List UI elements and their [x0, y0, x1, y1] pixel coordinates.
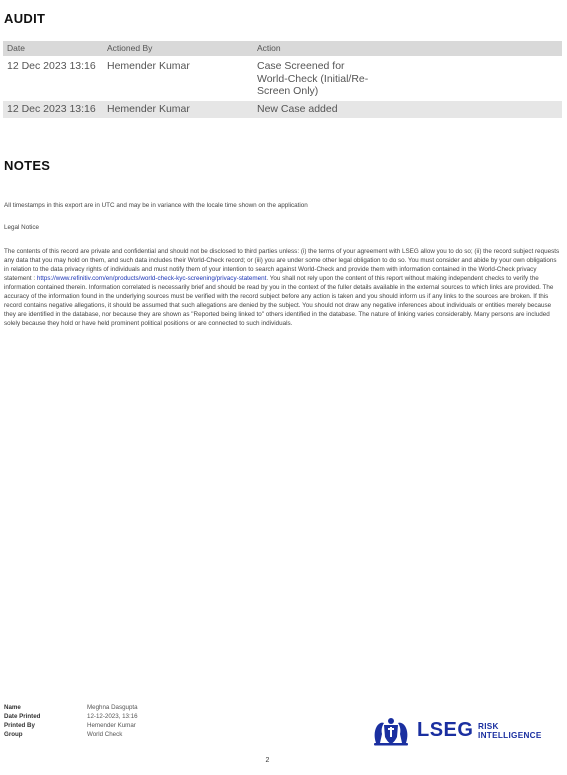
- table-row: [3, 101, 562, 119]
- logo-wordmark: LSEG: [417, 719, 474, 741]
- meta-value: Hemender Kumar: [87, 722, 136, 729]
- column-header-actioned-by: Actioned By: [103, 41, 253, 56]
- audit-action-text: New Case added: [257, 102, 338, 115]
- meta-label: Printed By: [4, 722, 35, 729]
- table-row: [3, 56, 562, 101]
- logo-subtitle: [478, 722, 542, 740]
- legal-notice-heading: Legal Notice: [4, 224, 40, 231]
- print-metadata: [4, 703, 138, 739]
- legal-notice-body: [4, 247, 560, 328]
- meta-value: Meghna Dasgupta: [87, 704, 138, 711]
- notes-section-title: NOTES: [4, 158, 51, 173]
- meta-row-printed-by: [4, 721, 138, 730]
- timestamp-note: All timestamps in this export are in UTC and may be in variance with the locale time shown on the application: [4, 202, 308, 209]
- meta-row-date-printed: [4, 712, 138, 721]
- legal-text-part-2: . You shall not rely upon the content of this report without making independent checks to verify the information contained therein. Information correlated is necessarily brief and should be read by you in the context of the fuller details available in the external sources to which links are provided. The accuracy of the information found in the underlying sources must be verified with the record subject before any action is taken and you should inform us if any links to the sources are broken. If this record contains negative allegations, it should be assumed that such allegations are denied by the subject. You should not draw any negative inferences about individuals or entities merely because they are identified in the database, nor because they are shown as "Reported being linked to" others identified in the database. The nature of linking varies considerably. Many persons are included solely because they hold or have held prominent political positions or are connected to such individuals.: [4, 275, 554, 327]
- logo-subtitle-line-2: INTELLIGENCE: [478, 731, 542, 740]
- lseg-logo: [370, 717, 550, 747]
- legal-text-part-1: The contents of this record are private and confidential and should not be disclosed to third parties unless: (i) the terms of your agreement with LSEG allow you to do so; (ii) the record subject requests any data that you may hold on them, and such data includes their World-Check record; or (iii) you are under some other legal obligation to do so. You must consider and abide by your own obligations in relation to the data privacy rights of individuals and must notify them of your intention to search against World-Check and provide them with information contained in the World-Check privacy statement :: [4, 248, 560, 282]
- column-header-date: Date: [3, 41, 103, 56]
- audit-action-cell: [253, 101, 562, 119]
- meta-row-group: [4, 730, 138, 739]
- audit-table: [3, 41, 562, 118]
- audit-action-text: Case Screened for World-Check (Initial/Re-Screen Only): [257, 60, 369, 97]
- page-number: 2: [265, 757, 270, 764]
- meta-label: Name: [4, 704, 21, 711]
- audit-date-cell: 12 Dec 2023 13:16: [3, 101, 103, 119]
- audit-action-cell: [253, 56, 562, 101]
- privacy-statement-link[interactable]: https://www.refinitiv.com/en/products/world-check-kyc-screening/privacy-statement: [36, 275, 267, 282]
- audit-actioned-by-cell: Hemender Kumar: [107, 60, 190, 72]
- audit-date-cell: 12 Dec 2023 13:16: [7, 60, 96, 72]
- meta-value: World Check: [87, 731, 123, 738]
- meta-row-name: [4, 703, 138, 712]
- audit-actioned-by-cell: Hemender Kumar: [103, 101, 253, 119]
- audit-table-header: [3, 41, 562, 56]
- lion-crest-icon: [370, 717, 412, 747]
- column-header-action: Action: [253, 41, 562, 56]
- logo-subtitle-line-1: RISK: [478, 722, 499, 731]
- audit-section-title: AUDIT: [4, 11, 46, 26]
- meta-label: Group: [4, 731, 23, 738]
- meta-value: 12-12-2023, 13:16: [87, 713, 138, 720]
- meta-label: Date Printed: [4, 713, 41, 720]
